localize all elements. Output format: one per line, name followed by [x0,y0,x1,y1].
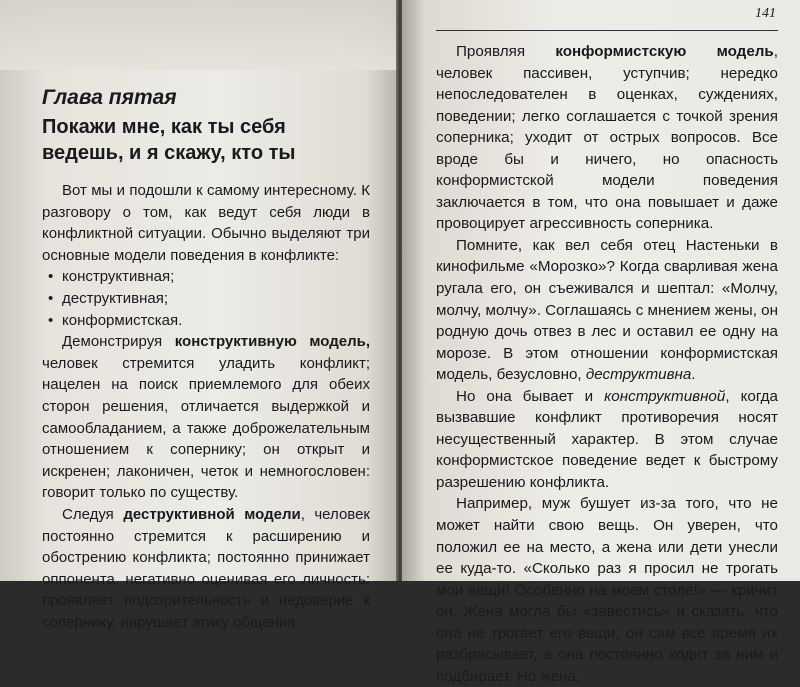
paragraph-conformist [436,41,778,235]
paragraph-end: . [691,366,696,384]
paragraph-rest: , когда вызвавшие конфликт противоречия носят несущественный характер. В этом случае конформистское поведение ведет к быстрому разрешению конфликта. [436,387,778,491]
paragraph-lead: Следуя [62,505,124,523]
chapter-label: Глава пятая [42,86,177,109]
keyword-conformist: конформистскую модель [555,43,774,60]
paragraph-lead: Проявляя [456,43,556,60]
running-head [436,0,778,31]
left-page [0,0,398,631]
paragraph-constructive [42,331,370,504]
list-item: • конформистская. [48,310,370,332]
keyword-destructive: деструктивной модели [123,505,301,523]
behavior-models-list [42,266,370,331]
keyword-constructive: конструктивную модель, [174,333,370,351]
list-item: • конструктивная; [48,266,370,288]
paragraph-text: Помните, как вел себя отец Настеньки в кинофильме «Морозко»? Когда сварливая жена ругала его, он съеживался и шептал: «Молчу, молчу, молчу». Соглашаясь с мнением жены, он родную дочь отвез в лес и оставил ее одну на морозе. В этом отношении конформистская модель, безусловно, [436,236,778,384]
paragraph-rest: человек стремится уладить конфликт; нацелен на поиск приемлемого для обеих сторон решения, отличается выдержкой и самообладанием, а также доброжелательным отношением к сопернику; он открыт и искренен; лаконичен, четок и немногословен: говорит только по существу. [42,354,370,502]
emphasis-constructive: конструктивной [604,387,726,405]
previous-page-bleed [0,0,398,70]
emphasis-destructive: деструктивна [585,366,692,384]
paragraph-rest: , человек постоянно стремится к расширению и обострению конфликта; постоянно принижает оппонента, негативно оценивая его личность; проявляет подозрительность и недоверие к сопернику, нарушает этику общения. [42,505,370,631]
paragraph-rest: , человек пассивен, уступчив; нередко непоследователен в оценках, суждениях, поведении; легко соглашается с точкой зрения соперника; уходит от острых вопросов. Все вроде бы и ничего, но опасность конформистской модели поведения заключается в том, что она повышает и даже провоцирует агрессивность соперника. [436,43,778,233]
chapter-title: Покажи мне, как ты себя ведешь, и я скажу, кто ты [42,116,296,164]
right-page [402,0,800,685]
paragraph-morozko [436,235,778,386]
page-number: 141 [755,6,776,21]
paragraph-intro: Вот мы и подошли к самому интересному. К разговору о том, как ведут себя люди в конфликтной ситуации. Обычно выделяют три основные модели поведения в конфликте: [42,182,370,264]
paragraph-destructive [42,504,370,634]
list-item: • деструктивная; [48,288,370,310]
paragraph-example: Например, муж бушует из-за того, что не может найти свою вещь. Он уверен, что положил ее на место, а жена или дети унесли ее куда-то. «Сколько раз я просил не трогать мои вещи! Особенно на моем столе!» — кричит он. Жена могла бы «завестись» и сказать, что она не трогает его вещи, он сам все время их разбрасывает, а она постоянно ходит за ним и подбирает. Но жена, [436,495,778,685]
paragraph-constructive-conformism [436,386,778,494]
paragraph-lead: Демонстрируя [62,333,175,351]
paragraph-lead: Но она бывает и [456,387,605,405]
